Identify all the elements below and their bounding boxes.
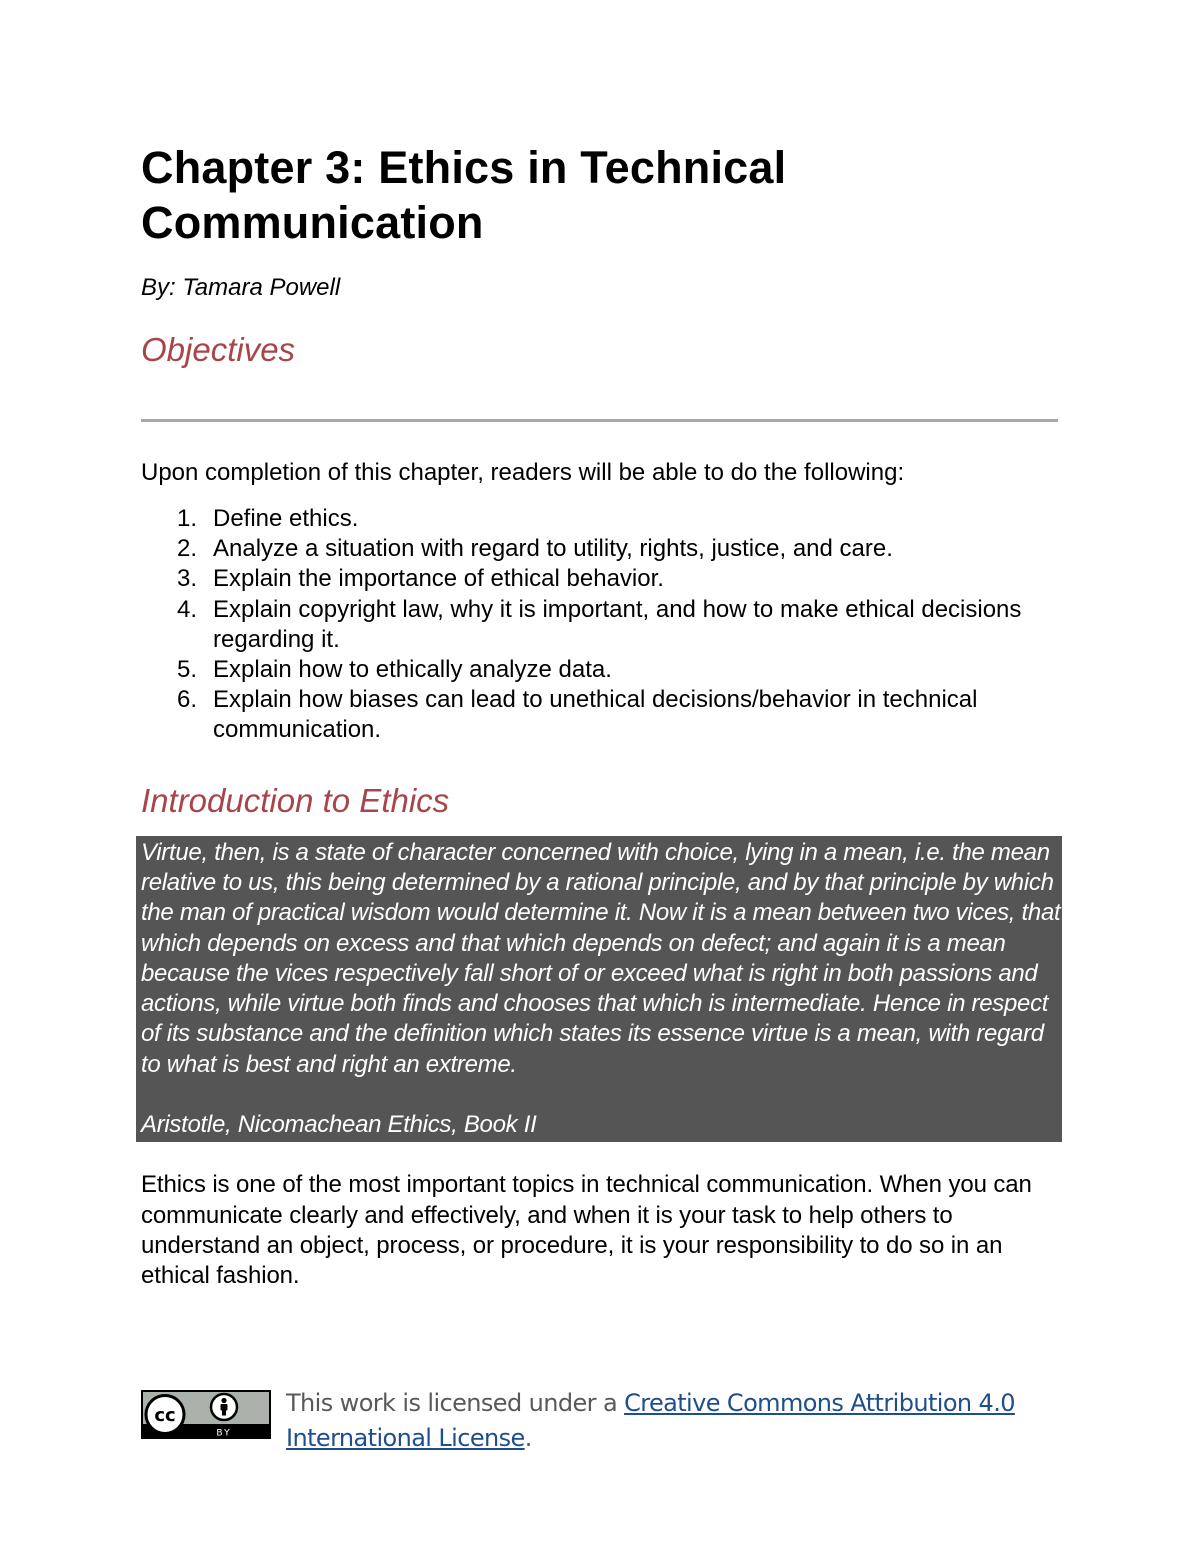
list-number: 4. [177, 595, 198, 623]
list-item [141, 564, 1061, 594]
list-number: 6. [177, 686, 198, 714]
cc-by-license-badge[interactable] [141, 1390, 271, 1439]
list-item [141, 504, 1061, 534]
list-item-text: Analyze a situation with regard to utility, rights, justice, and care. [213, 535, 893, 563]
list-item [141, 685, 1061, 745]
list-number: 3. [177, 565, 198, 593]
list-item-text: Explain how biases can lead to unethical decisions/behavior in technical communication. [213, 686, 978, 744]
page-title: Chapter 3: Ethics in Technical Communication [141, 142, 787, 248]
horizontal-divider [141, 419, 1058, 422]
objectives-list [141, 504, 1061, 746]
author-byline: By: Tamara Powell [141, 274, 341, 301]
objectives-heading: Objectives [141, 331, 296, 368]
license-link[interactable]: Creative Commons Attribution 4.0 International License [286, 1389, 1015, 1452]
license-prefix: This work is licensed under a [286, 1389, 625, 1417]
document-page [141, 140, 1061, 1315]
aristotle-quote-block [136, 836, 1062, 1143]
list-item-text: Explain copyright law, why it is important, and how to make ethical decisions regarding it. [213, 595, 1022, 653]
objectives-intro: Upon completion of this chapter, readers will be able to do the following: [141, 459, 905, 486]
list-item-text: Explain the importance of ethical behavior. [213, 565, 664, 593]
list-number: 1. [177, 505, 198, 532]
list-number: 2. [177, 535, 198, 563]
quote-text: Virtue, then, is a state of character concerned with choice, lying in a mean, i.e. the mean relative to us, this being determined by a rational principle, and by that principle by which the man of practical wisdom would determine it. Now it is a mean between two vices, that which depends on excess and that which depends on defect; and again it is a mean because the vices respectively fall short of or exceed what is right in both passions and actions, while virtue both finds and chooses that which is intermediate. Hence in respect of its substance and the definition which states its essence virtue is a mean, with regard to what is best and right an extreme. [141, 838, 1061, 1078]
list-item [141, 595, 1061, 655]
license-suffix: . [524, 1424, 532, 1452]
list-item [141, 534, 1061, 564]
list-number: 5. [177, 656, 198, 684]
svg-text:cc: cc [154, 1405, 176, 1426]
list-item-text: Explain how to ethically analyze data. [213, 656, 612, 684]
list-item-text: Define ethics. [213, 505, 359, 532]
introduction-heading: Introduction to Ethics [141, 781, 450, 819]
quote-attribution: Aristotle, Nicomachean Ethics, Book II [141, 1111, 537, 1138]
list-item [141, 655, 1061, 685]
ethics-paragraph: Ethics is one of the most important topics in technical communication. When you can communicate clearly and effectively, and when it is your task to help others to understand an object, process, or procedure, it is your responsibility to do so in an ethical fashion. [141, 1171, 1032, 1289]
badge-by-label: BY [216, 1428, 232, 1439]
creative-commons-icon [146, 1396, 184, 1434]
license-footer [141, 1386, 1061, 1456]
license-statement [286, 1386, 1066, 1456]
attribution-person-icon [211, 1394, 237, 1420]
